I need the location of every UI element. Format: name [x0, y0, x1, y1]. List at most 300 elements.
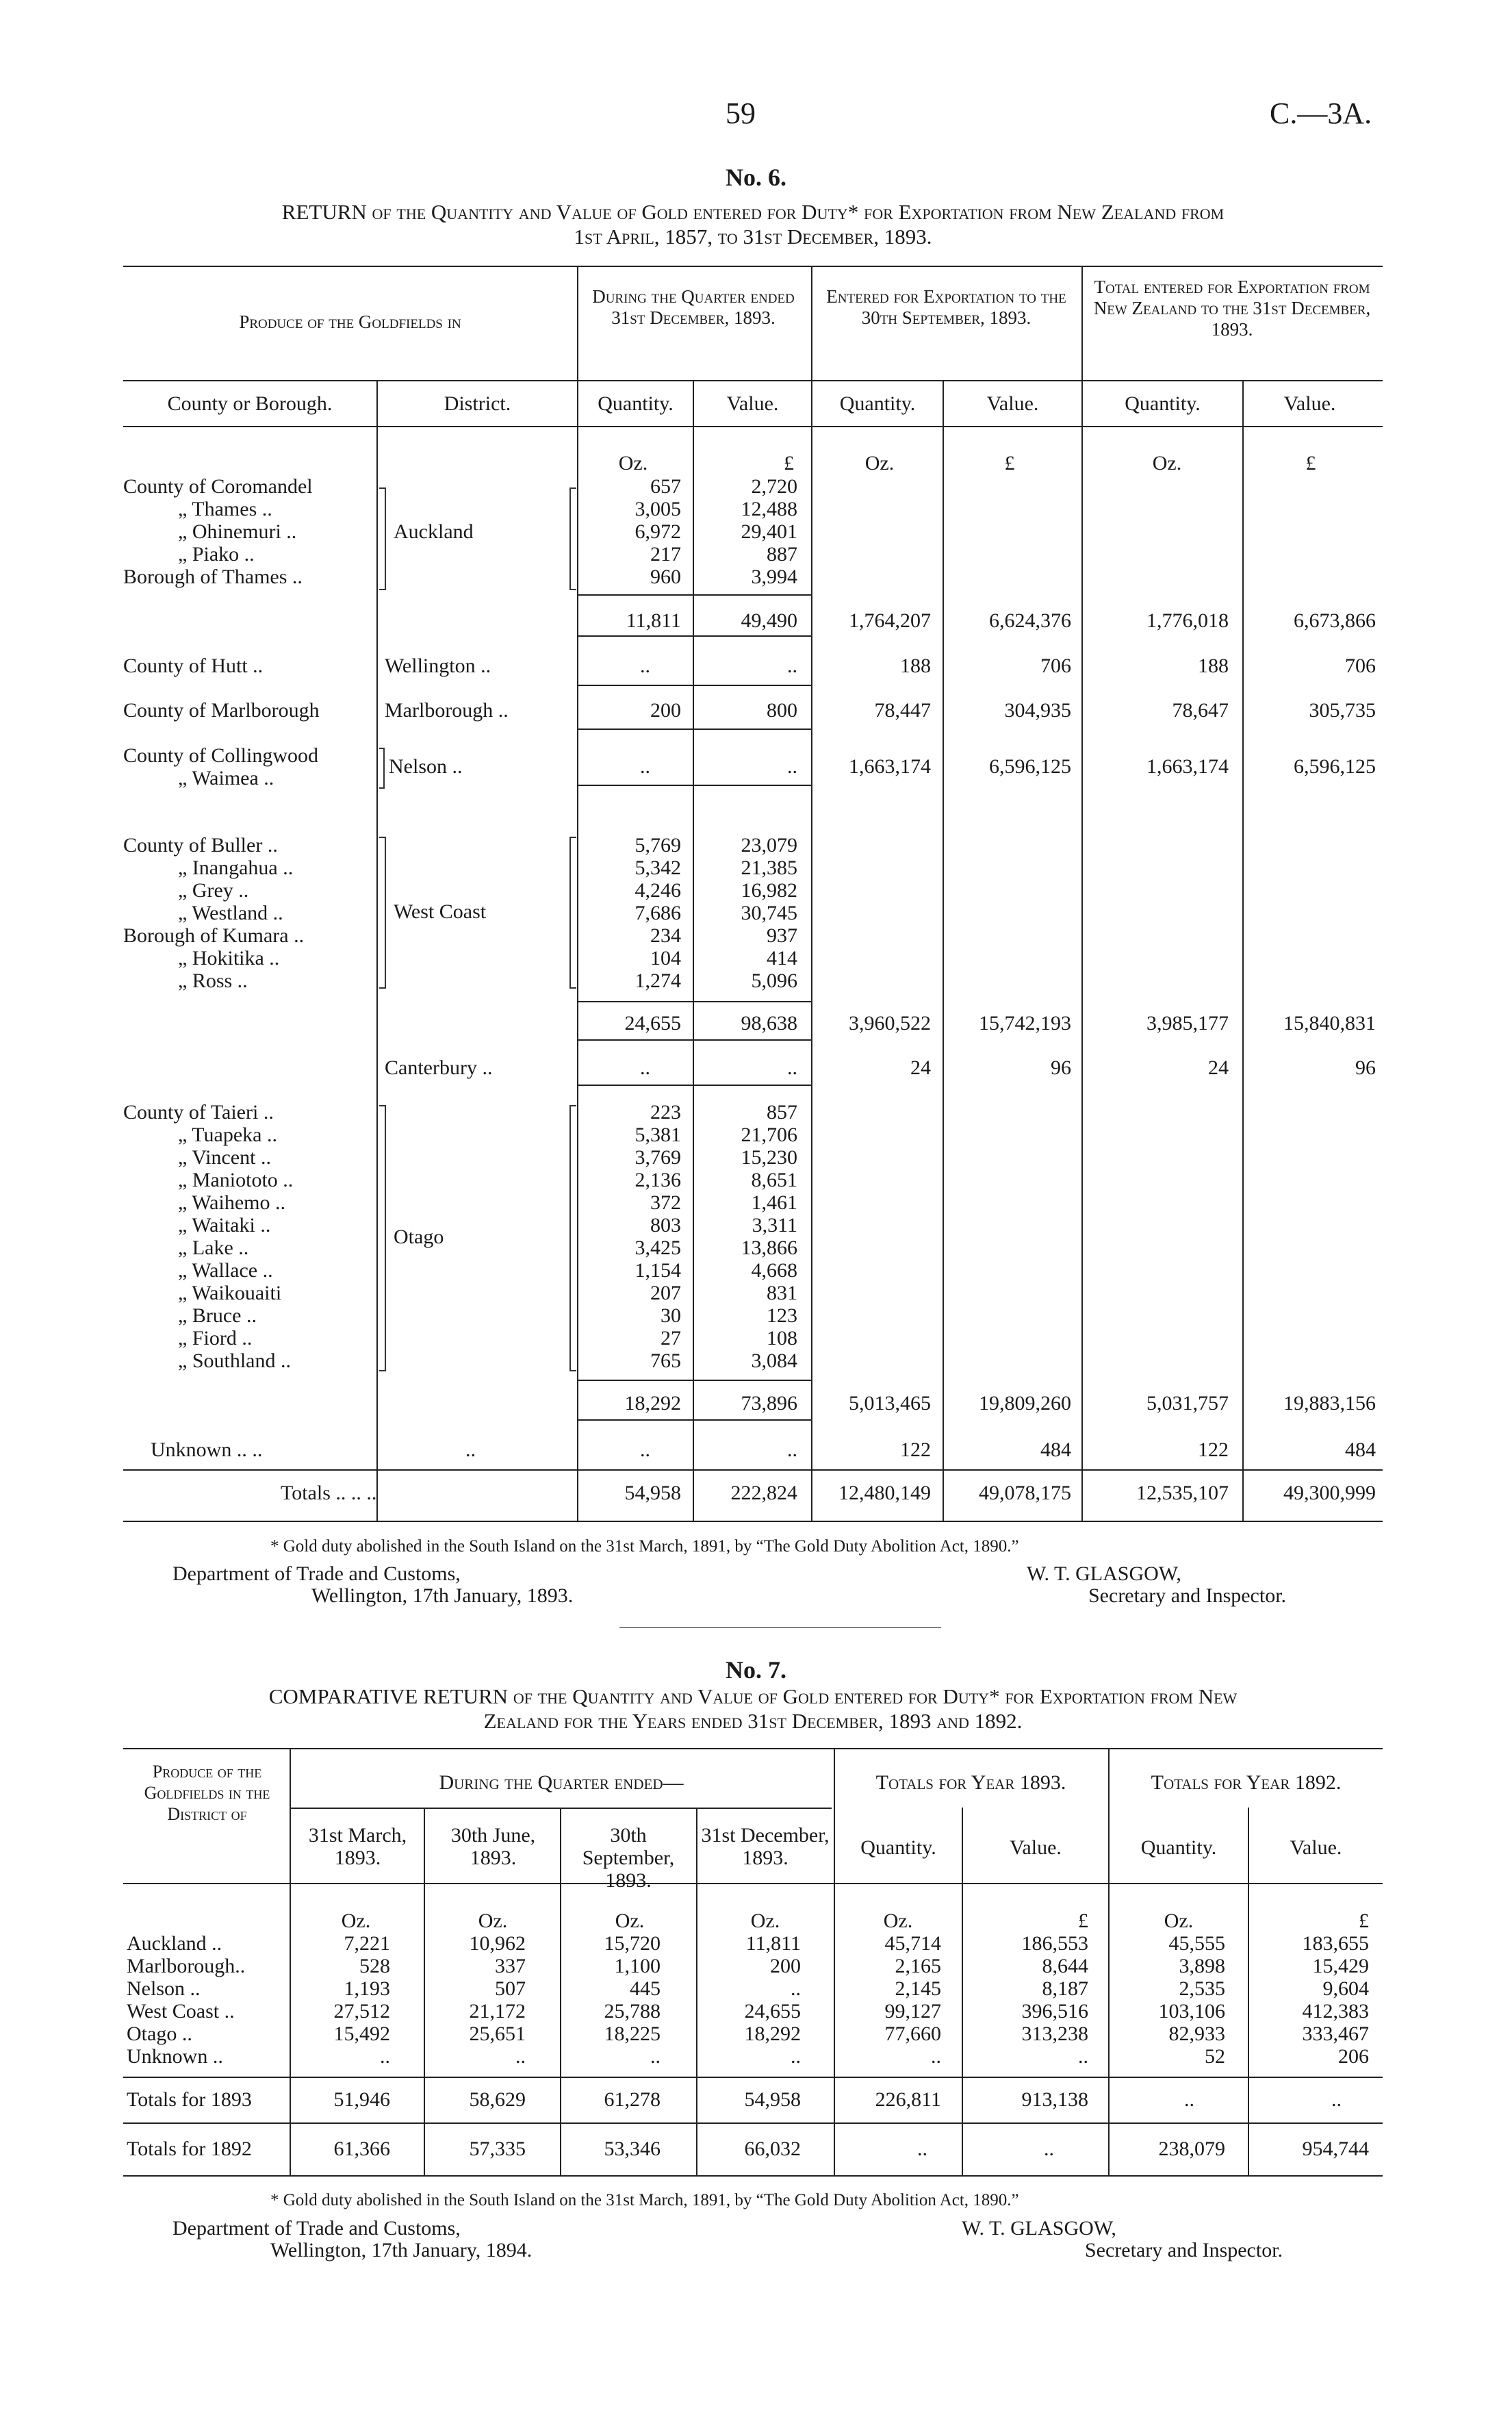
totals-total-value: 49,300,999 [1283, 1482, 1376, 1504]
table7-col-rule [560, 1808, 561, 2175]
quantity: 104 [650, 947, 681, 969]
table7-col-rule [1108, 1748, 1110, 2175]
nelson-counties [123, 744, 370, 789]
westcoast-values [698, 834, 797, 992]
total-quantity: 1,663,174 [1146, 755, 1229, 778]
table6-col-rule [1242, 380, 1244, 1521]
subtotal-rule [578, 594, 811, 596]
cell-value: 52 [1205, 2045, 1225, 2068]
cell-value: .. [1078, 2045, 1088, 2068]
quantity: 223 [650, 1101, 681, 1124]
quantity: 217 [650, 543, 681, 566]
district-name: Nelson .. [389, 755, 463, 778]
table6-unit: £ [1305, 452, 1316, 474]
subtotal-quantity: 18,292 [624, 1392, 681, 1415]
cell-value: 186,553 [1021, 1932, 1088, 1955]
table6-col-rule [577, 266, 578, 1521]
cell-value: 15,429 [1312, 1955, 1369, 1977]
table6-head-produce: Produce of the Goldfields in [239, 312, 461, 332]
table6-col-rule [376, 380, 378, 1521]
entered-quantity: 122 [900, 1438, 931, 1461]
value: 414 [767, 947, 797, 969]
table6-sub-value: Value. [986, 392, 1039, 415]
totals-1892-value: .. [917, 2138, 927, 2160]
cell-value: 528 [359, 1955, 390, 1977]
quantity: .. [640, 755, 650, 778]
cell-value: 25,651 [469, 2023, 526, 2045]
entered-value: 19,809,260 [979, 1392, 1071, 1415]
value: 800 [767, 699, 797, 722]
cell-value: 8,187 [1042, 1977, 1088, 2000]
cell-value: 3,898 [1179, 1955, 1225, 1977]
total-value: 96 [1355, 1056, 1376, 1079]
row-rule [578, 785, 811, 786]
quantity: 803 [650, 1214, 681, 1237]
cell-value: 15,492 [333, 2023, 390, 2045]
cell-value: .. [791, 2045, 801, 2068]
auckland-counties [123, 475, 370, 588]
entered-quantity: 5,013,465 [849, 1392, 931, 1415]
table7-col-q3 [565, 1932, 661, 2068]
county-name: County of Collingwood [123, 744, 319, 767]
quantity: 5,381 [635, 1124, 681, 1146]
quantity: 7,686 [635, 902, 681, 924]
entered-value: 96 [1051, 1056, 1071, 1079]
bracket [569, 837, 576, 989]
table6-sub-quantity: Quantity. [598, 392, 674, 415]
entered-value: 304,935 [1004, 699, 1071, 722]
value: 3,994 [751, 566, 797, 588]
entered-quantity: 1,764,207 [849, 609, 931, 632]
cell-value: 507 [495, 1977, 526, 2000]
subtotal-rule [578, 1380, 811, 1381]
value: .. [787, 755, 797, 778]
cell-value: 11,811 [745, 1932, 801, 1955]
table7-row-rule [123, 2122, 1383, 2124]
table6-subheader-rule [123, 426, 1383, 427]
cell-value: 313,238 [1021, 2023, 1088, 2045]
table7-number: No. 7. [726, 1656, 786, 1684]
table7-col-rule [424, 1808, 425, 2175]
district-name: Auckland [394, 520, 474, 543]
row-rule [578, 1085, 811, 1086]
quantity: 372 [650, 1191, 681, 1214]
quantity: 6,972 [635, 520, 681, 543]
table7-unit: £ [1359, 1910, 1369, 1932]
value: 8,651 [751, 1169, 797, 1191]
quantity: .. [640, 1438, 650, 1461]
district-name: Marlborough .. [385, 699, 509, 722]
county-name: „ Tuapeka .. [178, 1124, 277, 1146]
cell-value: 82,933 [1168, 2023, 1225, 2045]
cell-value: 206 [1338, 2045, 1369, 2068]
table7-sub-value: Value. [1010, 1836, 1062, 1859]
cell-value: 7,221 [344, 1932, 390, 1955]
table6-sub-value: Value. [726, 392, 779, 415]
value: 13,866 [741, 1237, 797, 1259]
value: 108 [767, 1327, 797, 1349]
cell-value: 333,467 [1302, 2023, 1369, 2045]
otago-counties [123, 1101, 370, 1372]
county-name: „ Grey .. [178, 879, 249, 902]
cell-value: 45,714 [884, 1932, 941, 1955]
table6-unit: Oz. [864, 452, 895, 474]
table7-head-q2: 30th June, 1893. [450, 1824, 536, 1869]
district-name: Wellington .. [385, 655, 491, 677]
quantity: 1,274 [635, 969, 681, 992]
table7-top-rule [123, 1748, 1383, 1749]
table6-signer: W. T. GLASGOW, [1027, 1562, 1181, 1585]
totals-1892-value: 238,079 [1158, 2138, 1225, 2160]
entered-value: 484 [1040, 1438, 1071, 1461]
district-name: Otago .. [127, 2023, 192, 2045]
entered-value: 6,596,125 [989, 755, 1071, 778]
table7-col-rule [834, 1748, 835, 2175]
totals-1892-value: 57,335 [469, 2138, 526, 2160]
value: 21,706 [741, 1124, 797, 1146]
cell-value: 8,644 [1042, 1955, 1088, 1977]
totals-1893-value: 51,946 [333, 2088, 390, 2111]
table6-sub-quantity: Quantity. [1125, 392, 1201, 415]
cell-value: 77,660 [884, 2023, 941, 2045]
quantity: 3,769 [635, 1146, 681, 1169]
table6-sub-county: County or Borough. [167, 392, 333, 415]
cell-value: 2,165 [895, 1955, 941, 1977]
cell-value: 337 [495, 1955, 526, 1977]
otago-quantities [582, 1101, 681, 1372]
cell-value: .. [380, 2045, 390, 2068]
row-rule [578, 685, 811, 686]
value: 4,668 [751, 1259, 797, 1282]
value: 12,488 [741, 498, 797, 520]
quantity: 5,342 [635, 857, 681, 879]
totals-1892-value: 53,346 [604, 2138, 661, 2160]
table7-unit: Oz. [750, 1910, 780, 1932]
district-name: Otago [394, 1226, 444, 1248]
cell-value: 15,720 [604, 1932, 661, 1955]
cell-value: 412,383 [1302, 2000, 1369, 2023]
totals-1893-value: .. [1184, 2088, 1194, 2111]
value: 937 [767, 924, 797, 947]
county-name: County of Hutt .. [123, 655, 264, 677]
entered-quantity: 188 [900, 655, 931, 677]
district-name: Auckland .. [127, 1932, 222, 1955]
quantity: 27 [661, 1327, 681, 1349]
totals-1893-value: 54,958 [744, 2088, 801, 2111]
table7-totals-rule [123, 2077, 1383, 2078]
totals-1892-label: Totals for 1892 [127, 2138, 252, 2160]
cell-value: 27,512 [333, 2000, 390, 2023]
cell-value: 445 [630, 1977, 661, 2000]
table7-header-rule [123, 1883, 1383, 1884]
table7-quarter-rule [291, 1808, 832, 1809]
totals-total-quantity: 12,535,107 [1136, 1482, 1229, 1504]
total-value: 6,596,125 [1294, 755, 1376, 778]
bracket [379, 487, 386, 590]
section-divider [619, 1627, 941, 1628]
table7-footnote: * Gold duty abolished in the South Island on the 31st March, 1891, by “The Gold Duty Abolition Act, 1890.” [270, 2191, 1019, 2209]
table7-head-1893: Totals for Year 1893. [875, 1771, 1066, 1794]
county-name: „ Ross .. [178, 969, 248, 992]
westcoast-counties [123, 834, 370, 992]
table6-col-rule [943, 380, 944, 1521]
table7-district-names [127, 1932, 287, 2068]
county-name: „ Lake .. [178, 1237, 249, 1259]
cell-value: .. [515, 2045, 526, 2068]
table6-col-rule [693, 380, 694, 1521]
value: 2,720 [751, 475, 797, 498]
total-value: 15,840,831 [1283, 1012, 1376, 1035]
county-name: „ Maniototo .. [178, 1169, 294, 1191]
total-quantity: 3,985,177 [1146, 1012, 1229, 1035]
table7-unit: £ [1078, 1910, 1088, 1932]
total-value: 19,883,156 [1283, 1392, 1376, 1415]
value: 857 [767, 1101, 797, 1124]
total-quantity: 78,647 [1172, 699, 1229, 722]
table6-top-rule [123, 266, 1383, 267]
bracket [379, 748, 385, 789]
county-name: Borough of Thames .. [123, 566, 303, 588]
table7-col-qty1893 [838, 1932, 941, 2068]
county-name: „ Waitaki .. [178, 1214, 271, 1237]
county-name: „ Ohinemuri .. [178, 520, 297, 543]
bracket [569, 487, 576, 590]
value: 21,385 [741, 857, 797, 879]
county-name: „ Bruce .. [178, 1304, 257, 1327]
table7-unit: Oz. [615, 1910, 645, 1932]
auckland-values [698, 475, 797, 588]
table6-col-rule [811, 266, 812, 1521]
quantity: 3,425 [635, 1237, 681, 1259]
table7-head-produce: Produce of the Goldfields in the District of [144, 1762, 270, 1824]
table6-title-line1: RETURN of the Quantity and Value of Gold entered for Duty* for Exportation from New Zealand from [281, 200, 1225, 224]
value: .. [787, 1056, 797, 1079]
table7-sub-quantity: Quantity. [1140, 1836, 1217, 1859]
bracket [379, 1105, 386, 1371]
totals-1893-value: 58,629 [469, 2088, 526, 2111]
quantity: 234 [650, 924, 681, 947]
table6-head-entered: Entered for Exportation to the 30th September, 1893. [826, 286, 1066, 328]
quantity: 4,246 [635, 879, 681, 902]
table6-col-rule [1081, 266, 1083, 1521]
total-value: 6,673,866 [1294, 609, 1376, 632]
totals-entered-quantity: 12,480,149 [838, 1482, 931, 1504]
totals-1893-value: 226,811 [875, 2088, 941, 2111]
table7-unit: Oz. [883, 1910, 913, 1932]
total-value: 484 [1345, 1438, 1376, 1461]
value: 29,401 [741, 520, 797, 543]
county-name: „ Southland .. [178, 1349, 291, 1372]
value: 23,079 [741, 834, 797, 857]
county-name: „ Waimea .. [178, 767, 274, 789]
table6-sub-quantity: Quantity. [839, 392, 916, 415]
totals-1893-value: 61,278 [604, 2088, 661, 2111]
subtotal-value: 49,490 [741, 609, 797, 632]
value: .. [787, 1438, 797, 1461]
cell-value: .. [931, 2045, 941, 2068]
table6-number: No. 6. [726, 164, 786, 191]
county-name: County of Taieri .. [123, 1101, 274, 1124]
subtotal-rule [578, 1039, 811, 1041]
quantity: 960 [650, 566, 681, 588]
document-reference: C.—3A. [1270, 97, 1372, 130]
totals-1893-label: Totals for 1893 [127, 2088, 252, 2111]
table6-signer-title: Secretary and Inspector. [1088, 1584, 1287, 1607]
totals-quantity: 54,958 [624, 1482, 681, 1504]
auckland-quantities [582, 475, 681, 588]
value: .. [787, 655, 797, 677]
cell-value: 200 [770, 1955, 801, 1977]
totals-value: 222,824 [730, 1482, 797, 1504]
cell-value: 103,106 [1158, 2000, 1225, 2023]
table7-col-q4 [702, 1932, 801, 2068]
table7-head-q1: 31st March, 1893. [308, 1824, 407, 1869]
totals-1892-value: .. [1044, 2138, 1054, 2160]
table7-department: Department of Trade and Customs, [172, 2217, 461, 2240]
total-quantity: 24 [1208, 1056, 1229, 1079]
county-name: „ Waikouaiti [178, 1282, 282, 1304]
county-name: „ Thames .. [178, 498, 272, 520]
cell-value: 9,604 [1322, 1977, 1369, 2000]
totals-1892-value: 66,032 [744, 2138, 801, 2160]
table7-col-qty1892 [1112, 1932, 1225, 2068]
bracket [379, 837, 386, 989]
county-name: „ Waihemo .. [178, 1191, 285, 1214]
table7-unit: Oz. [478, 1910, 508, 1932]
totals-1892-value: 954,744 [1302, 2138, 1369, 2160]
total-value: 706 [1345, 655, 1376, 677]
table6-unit: Oz. [1152, 452, 1182, 474]
subtotal-quantity: 24,655 [624, 1012, 681, 1035]
entered-value: 15,742,193 [979, 1012, 1071, 1035]
table7-title-line2: Zealand for the Years ended 31st December, 1893 and 1892. [483, 1709, 1023, 1733]
cell-value: 21,172 [469, 2000, 526, 2023]
county-name: „ Hokitika .. [178, 947, 280, 969]
bracket [569, 1105, 576, 1371]
table7-col-val1893 [965, 1932, 1088, 2068]
westcoast-quantities [582, 834, 681, 992]
table7-unit: Oz. [1164, 1910, 1194, 1932]
table6-department: Department of Trade and Customs, [172, 1562, 461, 1585]
cell-value: 45,555 [1168, 1932, 1225, 1955]
county-name: „ Inangahua .. [178, 857, 294, 879]
district-name: Unknown .. [127, 2045, 223, 2068]
quantity: 2,136 [635, 1169, 681, 1191]
table7-col-rule [1248, 1808, 1249, 2175]
table6-title-line2: 1st April, 1857, to 31st December, 1893. [574, 225, 932, 249]
district-name: West Coast .. [127, 2000, 235, 2023]
district-name: Marlborough.. [127, 1955, 246, 1977]
totals-rule [123, 1469, 1383, 1471]
cell-value: 1,193 [344, 1977, 390, 2000]
table6-unit: Oz. [618, 452, 648, 474]
totals-1893-value: .. [1331, 2088, 1342, 2111]
table7-sub-value: Value. [1290, 1836, 1342, 1859]
table7-sub-quantity: Quantity. [860, 1836, 936, 1859]
table6-bottom-rule [123, 1521, 1383, 1522]
value: 3,311 [752, 1214, 797, 1237]
cell-value: .. [791, 1977, 801, 2000]
cell-value: 183,655 [1302, 1932, 1369, 1955]
table6-head-total: Total entered for Exportation from New Zealand to the 31st December, 1893. [1093, 277, 1371, 340]
table6-sub-value: Value. [1283, 392, 1336, 415]
county-name: „ Westland .. [178, 902, 283, 924]
table6-place-date: Wellington, 17th January, 1893. [311, 1584, 574, 1607]
quantity: 765 [650, 1349, 681, 1372]
table6-unit: £ [1004, 452, 1015, 474]
cell-value: 2,145 [895, 1977, 941, 2000]
total-quantity: 188 [1198, 655, 1229, 677]
district-name: Canterbury .. [385, 1056, 493, 1079]
cell-value: 10,962 [469, 1932, 526, 1955]
county-name: „ Vincent .. [178, 1146, 271, 1169]
total-quantity: 5,031,757 [1146, 1392, 1229, 1415]
total-value: 305,735 [1309, 699, 1376, 722]
entered-quantity: 78,447 [874, 699, 931, 722]
table6-sub-district: District. [444, 392, 511, 415]
totals-label: Totals .. .. .. [281, 1482, 377, 1504]
cell-value: 24,655 [744, 2000, 801, 2023]
table7-col-rule [290, 1748, 291, 2175]
total-quantity: 1,776,018 [1146, 609, 1229, 632]
cell-value: 18,292 [744, 2023, 801, 2045]
table7-head-quarter: During the Quarter ended— [439, 1771, 684, 1794]
subtotal-rule [578, 1419, 811, 1421]
table7-title-line1: COMPARATIVE RETURN of the Quantity and Value of Gold entered for Duty* for Exportation from New [268, 1684, 1238, 1708]
table6-unit: £ [784, 452, 794, 474]
quantity: 3,005 [635, 498, 681, 520]
district-name: West Coast [394, 900, 487, 923]
entered-value: 706 [1040, 655, 1071, 677]
value: 1,461 [751, 1191, 797, 1214]
table6-head-quarter: During the Quarter ended 31st December, 1893. [592, 286, 795, 328]
county-name: „ Piako .. [178, 543, 255, 566]
quantity: 657 [650, 475, 681, 498]
subtotal-quantity: 11,811 [626, 609, 681, 632]
table7-place-date: Wellington, 17th January, 1894. [270, 2239, 533, 2261]
value: 16,982 [741, 879, 797, 902]
quantity: 30 [661, 1304, 681, 1327]
county-name: County of Coromandel [123, 475, 313, 498]
district-name: Nelson .. [127, 1977, 201, 2000]
table7-col-q2 [430, 1932, 526, 2068]
county-name: County of Marlborough [123, 699, 320, 722]
subtotal-value: 73,896 [741, 1392, 797, 1415]
value: 887 [767, 543, 797, 566]
totals-1892-value: 61,366 [333, 2138, 390, 2160]
value: 3,084 [751, 1349, 797, 1372]
quantity: .. [640, 655, 650, 677]
table7-signer: W. T. GLASGOW, [962, 2217, 1116, 2240]
entered-quantity: 3,960,522 [849, 1012, 931, 1035]
table7-col-rule [696, 1808, 697, 2175]
table7-head-1892: Totals for Year 1892. [1151, 1771, 1342, 1794]
cell-value: 1,100 [614, 1955, 661, 1977]
table7-col-q1 [294, 1932, 390, 2068]
district-name: .. [465, 1438, 476, 1461]
county-name: Unknown .. .. [151, 1438, 263, 1461]
quantity: 5,769 [635, 834, 681, 857]
value: 5,096 [751, 969, 797, 992]
value: 831 [767, 1282, 797, 1304]
table7-head-q3: 30th September, 1893. [582, 1824, 675, 1892]
subtotal-value: 98,638 [741, 1012, 797, 1035]
cell-value: 99,127 [884, 2000, 941, 2023]
table7-unit: Oz. [341, 1910, 371, 1932]
value: 123 [767, 1304, 797, 1327]
value: 15,230 [741, 1146, 797, 1169]
county-name: County of Buller .. [123, 834, 278, 857]
